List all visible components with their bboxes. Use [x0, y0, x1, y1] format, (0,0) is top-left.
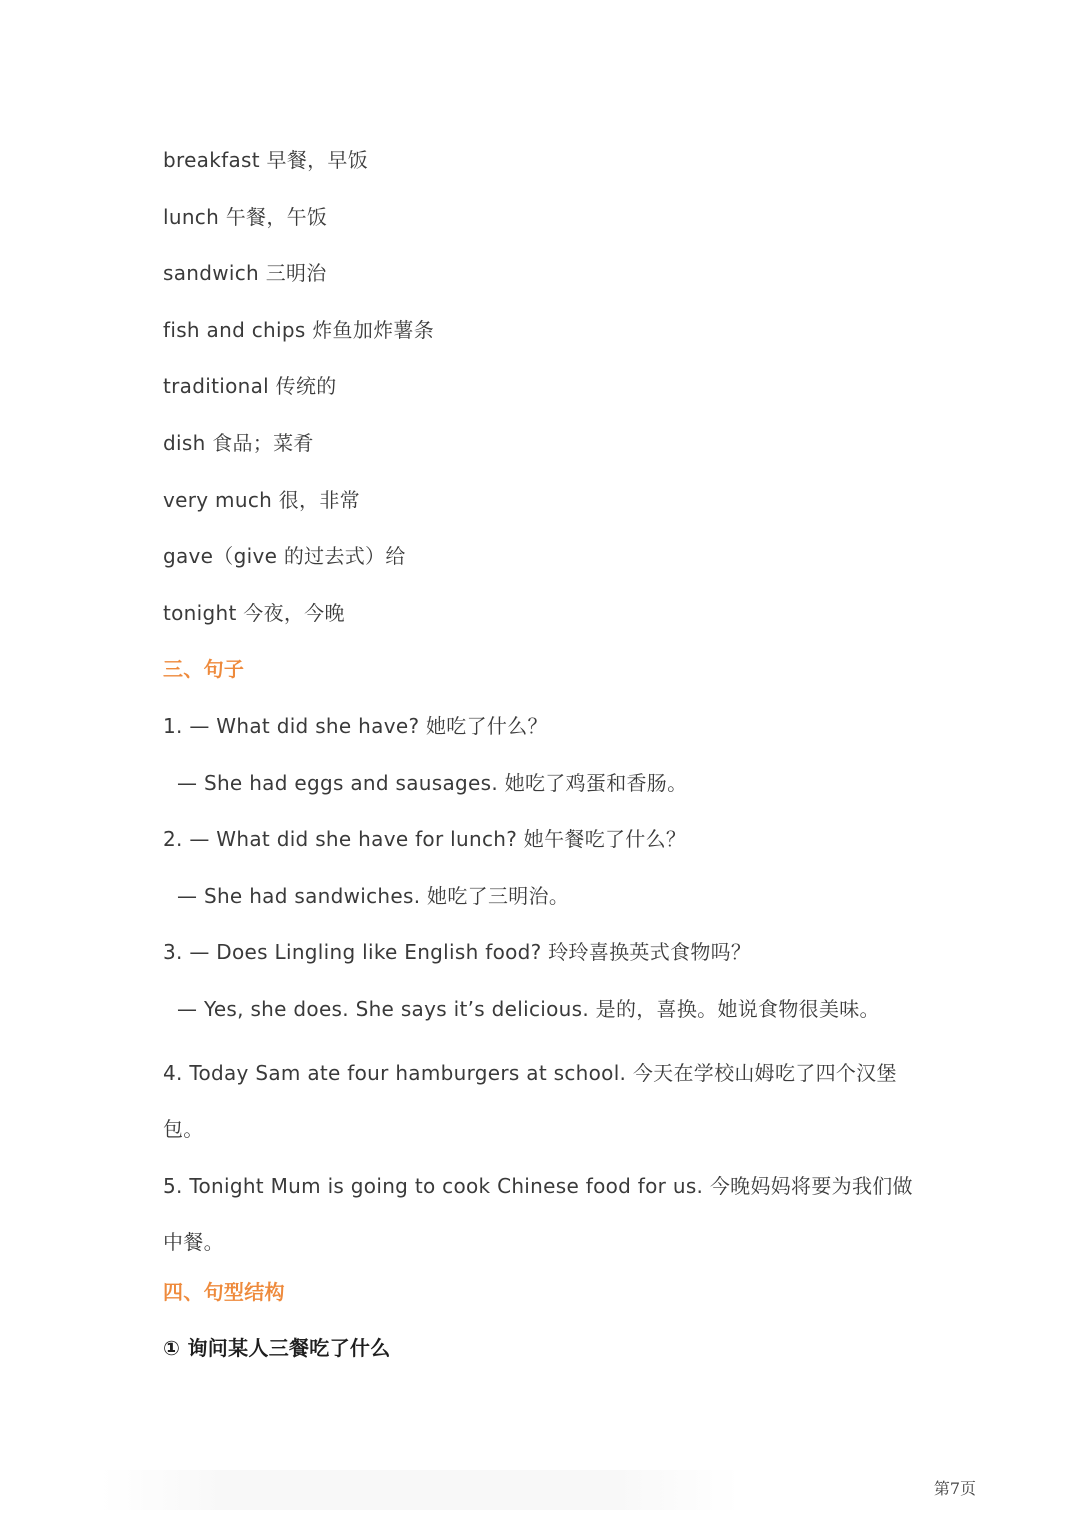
vocab-line: very much 很，非常: [163, 487, 360, 512]
pattern-subheading: ① 询问某人三餐吃了什么: [163, 1336, 391, 1361]
vocab-line: gave（give 的过去式）给: [163, 544, 406, 569]
vocab-line: sandwich 三明治: [163, 261, 327, 286]
sentence-answer: — She had eggs and sausages. 她吃了鸡蛋和香肠。: [177, 770, 688, 795]
vocab-line: tonight 今夜，今晚: [163, 600, 345, 625]
section-heading-patterns: 四、句型结构: [163, 1279, 285, 1304]
sentence-answer: — Yes, she does. She says it’s delicious. 是的，喜换。她说食物很美味。: [177, 996, 880, 1021]
vocab-line: traditional 传统的: [163, 374, 337, 399]
vocab-line: dish 食品；菜肴: [163, 430, 314, 455]
faded-footer-area: [100, 1470, 740, 1510]
page-content: [163, 139, 923, 1384]
vocab-line: fish and chips 炸鱼加炸薯条: [163, 317, 435, 342]
sentence-paragraph: 5. Tonight Mum is going to cook Chinese food for us. 今晚妈妈将要为我们做中餐。: [163, 1173, 913, 1255]
section-heading-sentences: 三、句子: [163, 657, 245, 682]
vocab-line: lunch 午餐，午饭: [163, 204, 328, 229]
page-number: 第7页: [933, 1479, 976, 1498]
sentence-question: 2. — What did she have for lunch? 她午餐吃了什么？: [163, 827, 687, 852]
sentence-answer: — She had sandwiches. 她吃了三明治。: [177, 883, 570, 908]
sentence-paragraph: 4. Today Sam ate four hamburgers at school. 今天在学校山姆吃了四个汉堡包。: [163, 1060, 897, 1142]
sentence-question: 1. — What did she have? 她吃了什么？: [163, 713, 548, 738]
sentence-question: 3. — Does Lingling like English food? 玲玲喜换英式食物吗？: [163, 940, 752, 965]
vocab-line: breakfast 早餐，早饭: [163, 148, 369, 172]
